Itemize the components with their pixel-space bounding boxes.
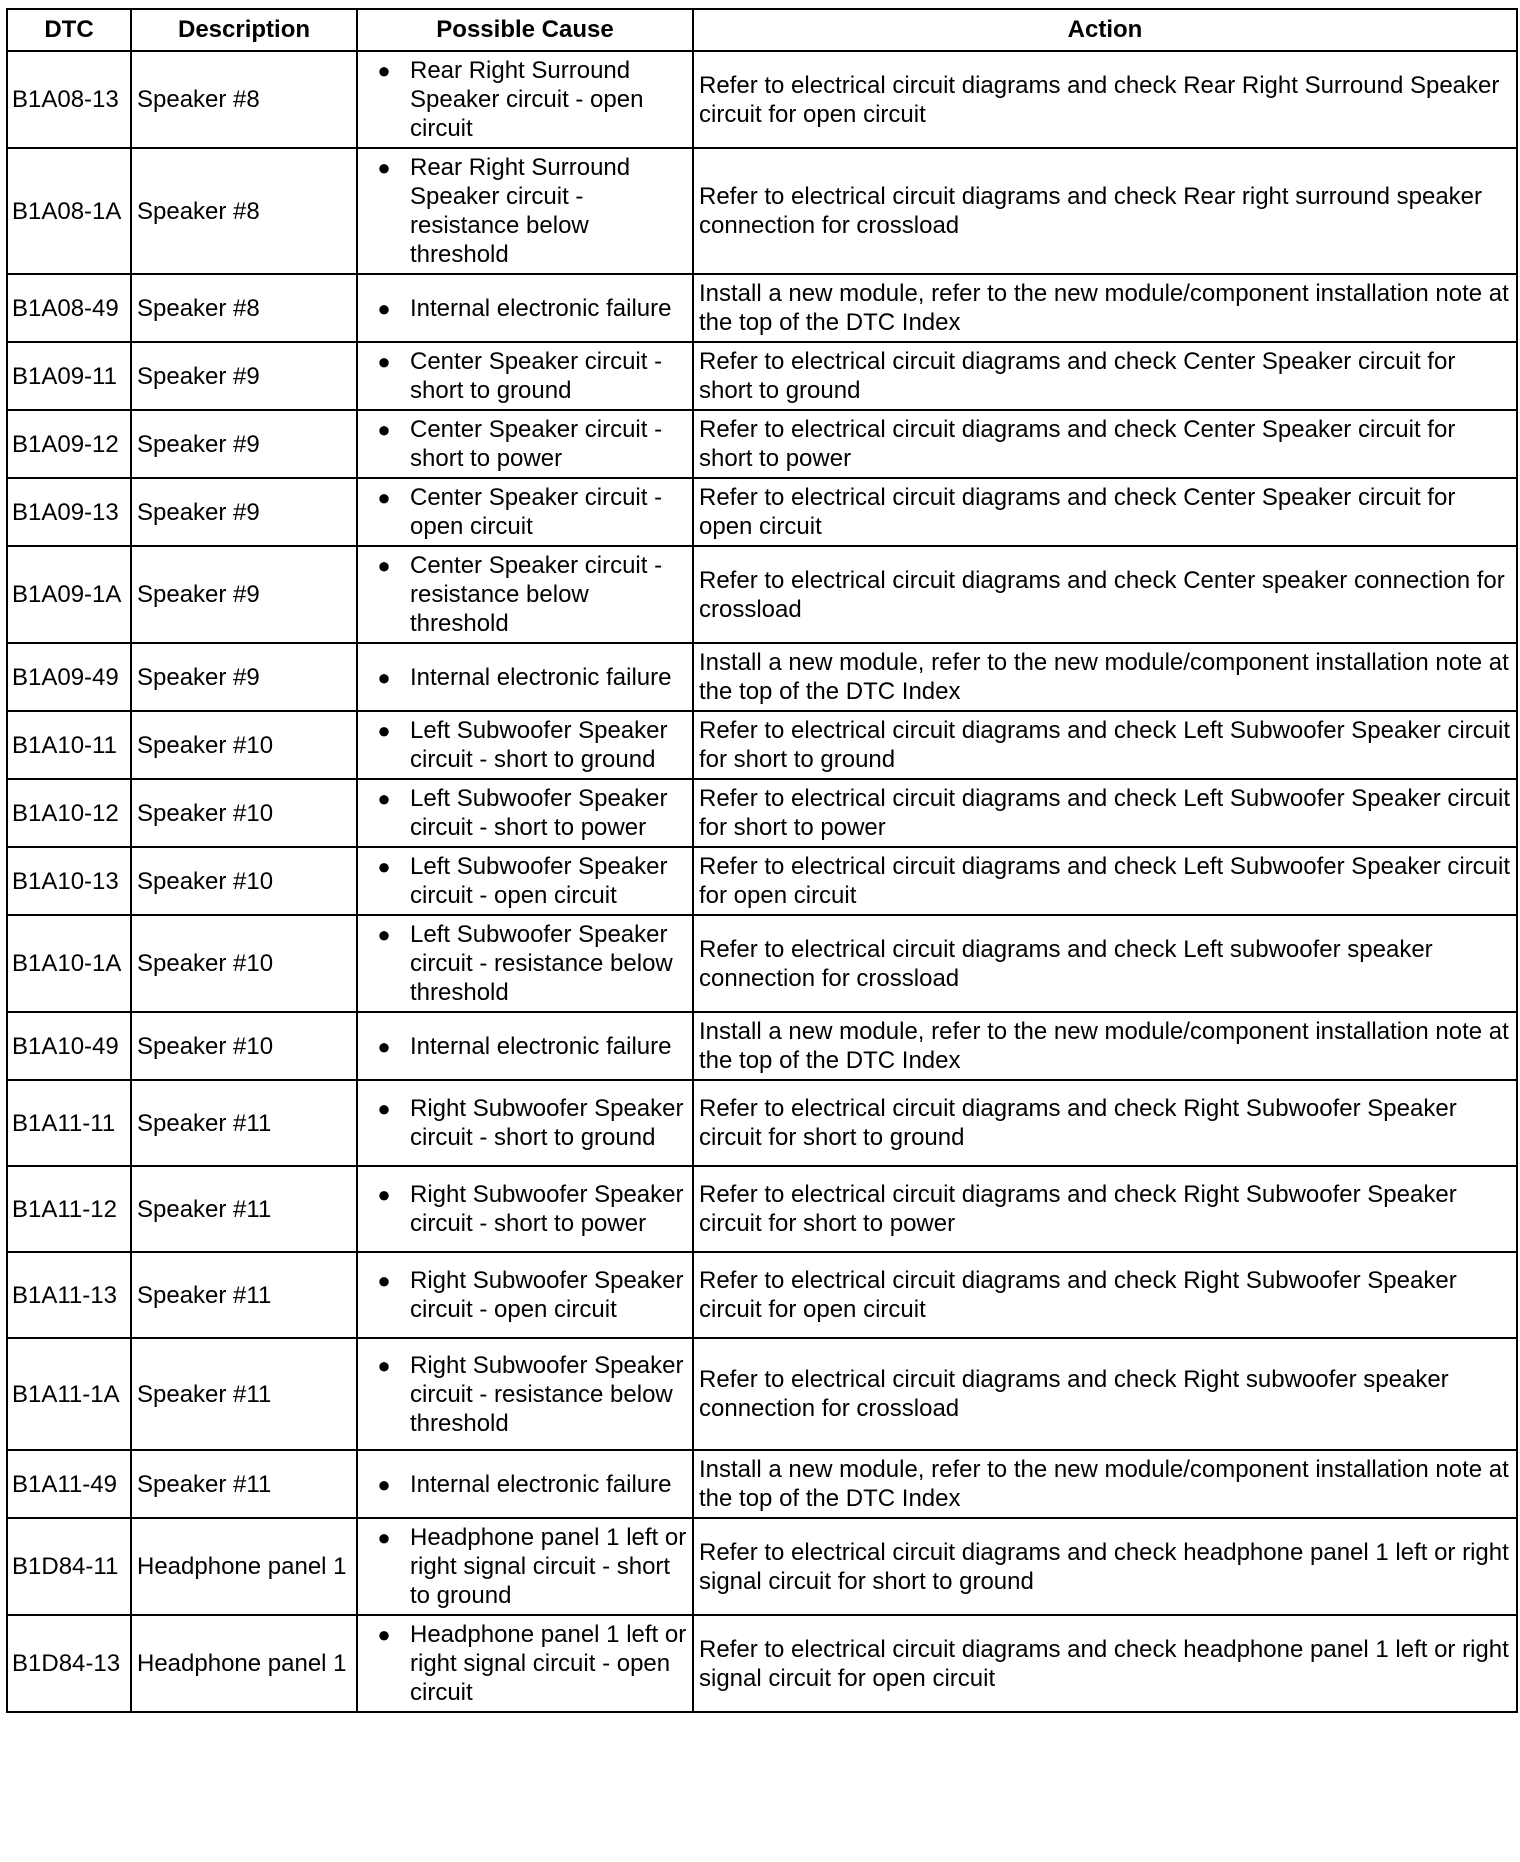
possible-cause-cell [357, 1252, 693, 1338]
action-text: Refer to electrical circuit diagrams and check Left Subwoofer Speaker circuit for open circuit [693, 847, 1517, 915]
dtc-code: B1A11-11 [7, 1080, 131, 1166]
possible-cause-cell [357, 148, 693, 274]
action-text: Refer to electrical circuit diagrams and check Right Subwoofer Speaker circuit for short to ground [693, 1080, 1517, 1166]
dtc-description: Speaker #9 [131, 478, 357, 546]
dtc-description: Speaker #10 [131, 711, 357, 779]
possible-cause: Headphone panel 1 left or right signal circuit - short to ground [410, 1524, 687, 1609]
bullet-icon: ● [377, 786, 391, 811]
possible-cause-cell [357, 51, 693, 148]
dtc-code: B1A10-49 [7, 1012, 131, 1080]
action-text: Refer to electrical circuit diagrams and check Left Subwoofer Speaker circuit for short to power [693, 779, 1517, 847]
possible-cause: Left Subwoofer Speaker circuit - short to power [410, 785, 668, 841]
dtc-code: B1A11-49 [7, 1450, 131, 1518]
possible-cause-cell [357, 274, 693, 342]
table-row [7, 1252, 1517, 1338]
bullet-icon: ● [377, 349, 391, 374]
possible-cause-cell [357, 410, 693, 478]
table-row [7, 1450, 1517, 1518]
table-row [7, 1615, 1517, 1712]
table-row [7, 342, 1517, 410]
dtc-description: Speaker #11 [131, 1252, 357, 1338]
dtc-code: B1A11-12 [7, 1166, 131, 1252]
possible-cause-cell [357, 847, 693, 915]
table-row [7, 779, 1517, 847]
possible-cause: Left Subwoofer Speaker circuit - short to ground [410, 717, 668, 773]
bullet-icon: ● [377, 1033, 391, 1059]
action-text: Refer to electrical circuit diagrams and check Right Subwoofer Speaker circuit for short to power [693, 1166, 1517, 1252]
possible-cause: Center Speaker circuit - resistance below threshold [410, 552, 663, 637]
dtc-description: Speaker #11 [131, 1450, 357, 1518]
possible-cause: Center Speaker circuit - open circuit [410, 484, 663, 540]
possible-cause-cell [357, 643, 693, 711]
dtc-description: Speaker #10 [131, 847, 357, 915]
action-text: Install a new module, refer to the new module/component installation note at the top of the DTC Index [693, 1012, 1517, 1080]
table-row [7, 711, 1517, 779]
dtc-code: B1D84-13 [7, 1615, 131, 1712]
dtc-description: Speaker #9 [131, 342, 357, 410]
action-text: Refer to electrical circuit diagrams and check Center Speaker circuit for short to ground [693, 342, 1517, 410]
dtc-code: B1A09-49 [7, 643, 131, 711]
dtc-code: B1A11-13 [7, 1252, 131, 1338]
table-row [7, 478, 1517, 546]
dtc-code: B1A09-12 [7, 410, 131, 478]
bullet-icon: ● [377, 485, 391, 510]
dtc-description: Speaker #10 [131, 1012, 357, 1080]
dtc-description: Headphone panel 1 [131, 1615, 357, 1712]
possible-cause-cell [357, 1166, 693, 1252]
dtc-description: Speaker #10 [131, 779, 357, 847]
dtc-code: B1D84-11 [7, 1518, 131, 1615]
bullet-icon: ● [377, 1471, 391, 1497]
dtc-table [6, 8, 1518, 1713]
possible-cause: Rear Right Surround Speaker circuit - resistance below threshold [410, 154, 631, 268]
action-text: Refer to electrical circuit diagrams and check Rear Right Surround Speaker circuit for open circuit [693, 51, 1517, 148]
possible-cause: Left Subwoofer Speaker circuit - resistance below threshold [410, 921, 673, 1006]
dtc-code: B1A11-1A [7, 1338, 131, 1450]
bullet-icon: ● [377, 58, 391, 83]
bullet-icon: ● [377, 1622, 391, 1647]
possible-cause-cell [357, 915, 693, 1012]
dtc-description: Speaker #8 [131, 148, 357, 274]
dtc-description: Speaker #11 [131, 1080, 357, 1166]
dtc-description: Speaker #8 [131, 274, 357, 342]
table-row [7, 915, 1517, 1012]
table-row [7, 1012, 1517, 1080]
action-text: Install a new module, refer to the new module/component installation note at the top of the DTC Index [693, 1450, 1517, 1518]
action-text: Refer to electrical circuit diagrams and check headphone panel 1 left or right signal circuit for open circuit [693, 1615, 1517, 1712]
table-row [7, 1518, 1517, 1615]
dtc-code: B1A10-1A [7, 915, 131, 1012]
possible-cause-cell [357, 1080, 693, 1166]
table-row [7, 1166, 1517, 1252]
possible-cause: Rear Right Surround Speaker circuit - open circuit [410, 57, 644, 142]
table-row [7, 643, 1517, 711]
bullet-icon: ● [377, 854, 391, 879]
header-dtc: DTC [7, 9, 131, 51]
table-row [7, 274, 1517, 342]
possible-cause: Left Subwoofer Speaker circuit - open circuit [410, 853, 668, 909]
dtc-code: B1A09-1A [7, 546, 131, 643]
possible-cause-cell [357, 1012, 693, 1080]
dtc-description: Speaker #10 [131, 915, 357, 1012]
possible-cause: Center Speaker circuit - short to power [410, 416, 663, 472]
bullet-icon: ● [377, 417, 391, 442]
possible-cause-cell [357, 1615, 693, 1712]
dtc-description: Speaker #9 [131, 546, 357, 643]
action-text: Refer to electrical circuit diagrams and check headphone panel 1 left or right signal circuit for short to ground [693, 1518, 1517, 1615]
bullet-icon: ● [377, 922, 391, 947]
possible-cause: Internal electronic failure [410, 1032, 672, 1060]
action-text: Refer to electrical circuit diagrams and check Left Subwoofer Speaker circuit for short to ground [693, 711, 1517, 779]
table-row [7, 1338, 1517, 1450]
possible-cause: Right Subwoofer Speaker circuit - open circuit [410, 1267, 684, 1323]
bullet-icon: ● [377, 1268, 391, 1293]
dtc-code: B1A10-13 [7, 847, 131, 915]
table-row [7, 51, 1517, 148]
dtc-code: B1A10-11 [7, 711, 131, 779]
dtc-code: B1A08-1A [7, 148, 131, 274]
dtc-description: Speaker #8 [131, 51, 357, 148]
table-row [7, 148, 1517, 274]
bullet-icon: ● [377, 1182, 391, 1207]
possible-cause: Headphone panel 1 left or right signal circuit - open circuit [410, 1621, 687, 1706]
dtc-code: B1A09-11 [7, 342, 131, 410]
dtc-description: Speaker #11 [131, 1166, 357, 1252]
header-description: Description [131, 9, 357, 51]
action-text: Refer to electrical circuit diagrams and check Right Subwoofer Speaker circuit for open circuit [693, 1252, 1517, 1338]
possible-cause-cell [357, 546, 693, 643]
bullet-icon: ● [377, 295, 391, 321]
possible-cause: Internal electronic failure [410, 663, 672, 691]
header-possible-cause: Possible Cause [357, 9, 693, 51]
header-action: Action [693, 9, 1517, 51]
table-row [7, 410, 1517, 478]
possible-cause: Right Subwoofer Speaker circuit - resistance below threshold [410, 1351, 684, 1437]
possible-cause-cell [357, 342, 693, 410]
bullet-icon: ● [377, 155, 391, 180]
possible-cause: Internal electronic failure [410, 1470, 672, 1498]
table-row [7, 546, 1517, 643]
dtc-description: Speaker #11 [131, 1338, 357, 1450]
possible-cause: Internal electronic failure [410, 294, 672, 322]
dtc-code: B1A08-13 [7, 51, 131, 148]
action-text: Refer to electrical circuit diagrams and check Center Speaker circuit for open circuit [693, 478, 1517, 546]
bullet-icon: ● [377, 1525, 391, 1550]
possible-cause-cell [357, 779, 693, 847]
possible-cause: Right Subwoofer Speaker circuit - short to power [410, 1181, 684, 1237]
possible-cause-cell [357, 1338, 693, 1450]
possible-cause-cell [357, 1450, 693, 1518]
action-text: Install a new module, refer to the new module/component installation note at the top of the DTC Index [693, 643, 1517, 711]
dtc-description: Headphone panel 1 [131, 1518, 357, 1615]
dtc-table-container [6, 8, 1516, 1713]
dtc-code: B1A08-49 [7, 274, 131, 342]
possible-cause-cell [357, 478, 693, 546]
header-row [7, 9, 1517, 51]
possible-cause-cell [357, 711, 693, 779]
bullet-icon: ● [377, 718, 391, 743]
bullet-icon: ● [377, 1352, 391, 1378]
possible-cause: Center Speaker circuit - short to ground [410, 348, 663, 404]
dtc-description: Speaker #9 [131, 410, 357, 478]
action-text: Refer to electrical circuit diagrams and check Center Speaker circuit for short to power [693, 410, 1517, 478]
dtc-code: B1A10-12 [7, 779, 131, 847]
dtc-code: B1A09-13 [7, 478, 131, 546]
possible-cause-cell [357, 1518, 693, 1615]
action-text: Refer to electrical circuit diagrams and check Center speaker connection for crossload [693, 546, 1517, 643]
bullet-icon: ● [377, 1096, 391, 1121]
action-text: Refer to electrical circuit diagrams and check Right subwoofer speaker connection for crossload [693, 1338, 1517, 1450]
action-text: Refer to electrical circuit diagrams and check Rear right surround speaker connection for crossload [693, 148, 1517, 274]
action-text: Install a new module, refer to the new module/component installation note at the top of the DTC Index [693, 274, 1517, 342]
table-row [7, 1080, 1517, 1166]
bullet-icon: ● [377, 553, 391, 578]
bullet-icon: ● [377, 664, 391, 690]
table-row [7, 847, 1517, 915]
action-text: Refer to electrical circuit diagrams and check Left subwoofer speaker connection for crossload [693, 915, 1517, 1012]
dtc-description: Speaker #9 [131, 643, 357, 711]
possible-cause: Right Subwoofer Speaker circuit - short to ground [410, 1095, 684, 1151]
